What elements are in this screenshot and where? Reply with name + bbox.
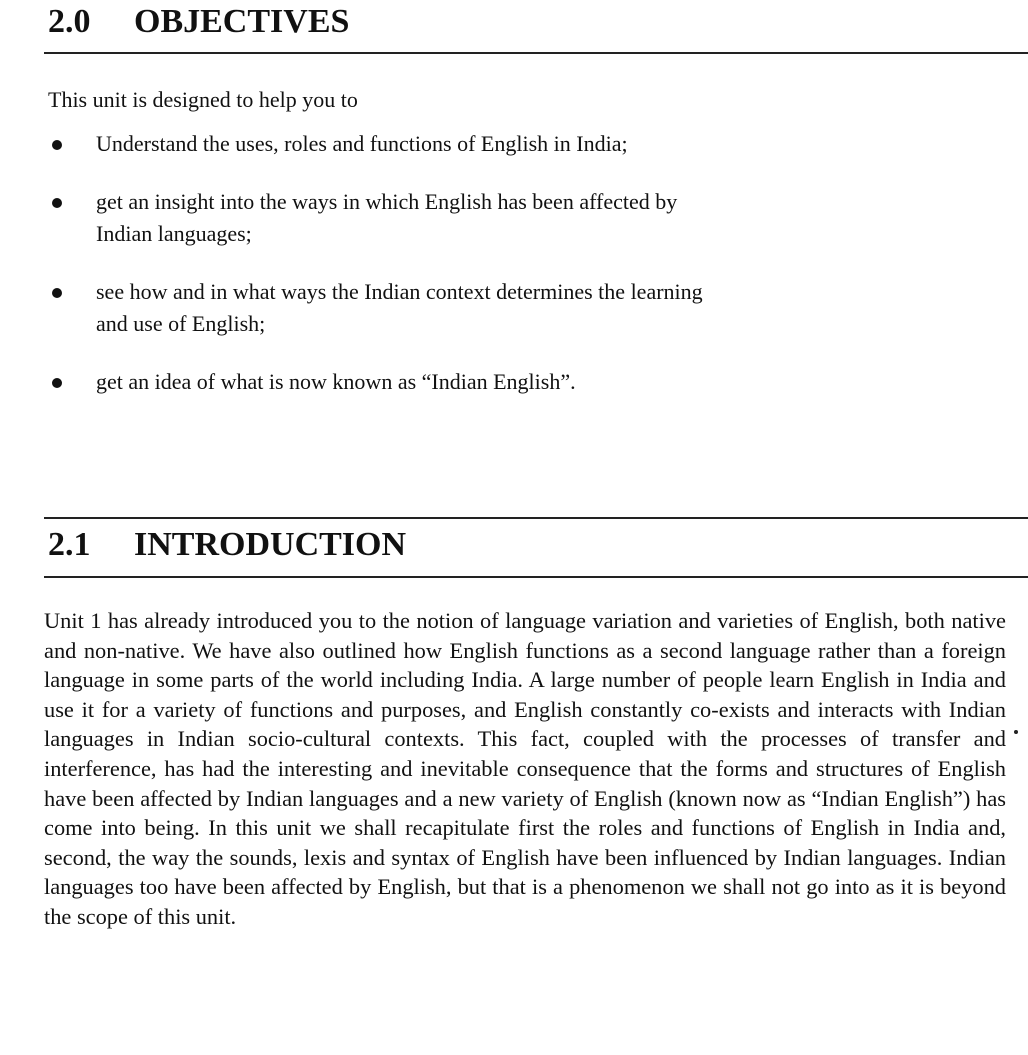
objectives-section-number: 2.0 (48, 3, 91, 40)
introduction-paragraph: Unit 1 has already introduced you to the notion of language variation and varieties of English, both native and non-native. We have also outlined how English functions as a second language rather than a foreign language in some parts of the world including India. A large number of people learn English in India and use it for a variety of functions and purposes, and English constantly co-exists and interacts with Indian languages in Indian socio-cultural contexts. This fact, coupled with the processes of transfer and interference, has had the interesting and inevitable consequence that the forms and structures of English have been affected by Indian languages and a new variety of English (known now as “Indian English”) has come into being. In this unit we shall recapitulate first the roles and functions of English in India and, second, the way the sounds, lexis and syntax of English have been influenced by Indian languages. Indian languages too have been affected by English, but that is a phenomenon we shall not go into as it is beyond the scope of this unit. (44, 608, 1006, 929)
bullet-icon (52, 140, 62, 150)
introduction-bottom-rule (44, 576, 1028, 578)
introduction-title: INTRODUCTION (134, 526, 407, 563)
bullet-icon (52, 198, 62, 208)
objective-item (48, 366, 728, 398)
bullet-icon (52, 288, 62, 298)
objective-text: get an insight into the ways in which English has been affected by Indian languages; (96, 189, 678, 246)
objectives-title: OBJECTIVES (134, 3, 350, 40)
objective-text: see how and in what ways the Indian context determines the learning and use of English; (96, 279, 703, 336)
objectives-list (48, 128, 728, 424)
objective-text: Understand the uses, roles and functions of English in India; (96, 131, 628, 156)
introduction-section-number: 2.1 (48, 526, 91, 563)
objective-item (48, 276, 728, 340)
objective-item (48, 128, 728, 160)
introduction-heading (48, 525, 406, 565)
objective-text: get an idea of what is now known as “Indian English”. (96, 369, 576, 394)
bullet-icon (52, 378, 62, 388)
objectives-heading (48, 2, 349, 42)
scan-speck (1014, 730, 1018, 734)
objectives-intro: This unit is designed to help you to (48, 87, 358, 112)
objectives-rule (44, 52, 1028, 54)
objective-item (48, 186, 728, 250)
introduction-top-rule (44, 517, 1028, 519)
